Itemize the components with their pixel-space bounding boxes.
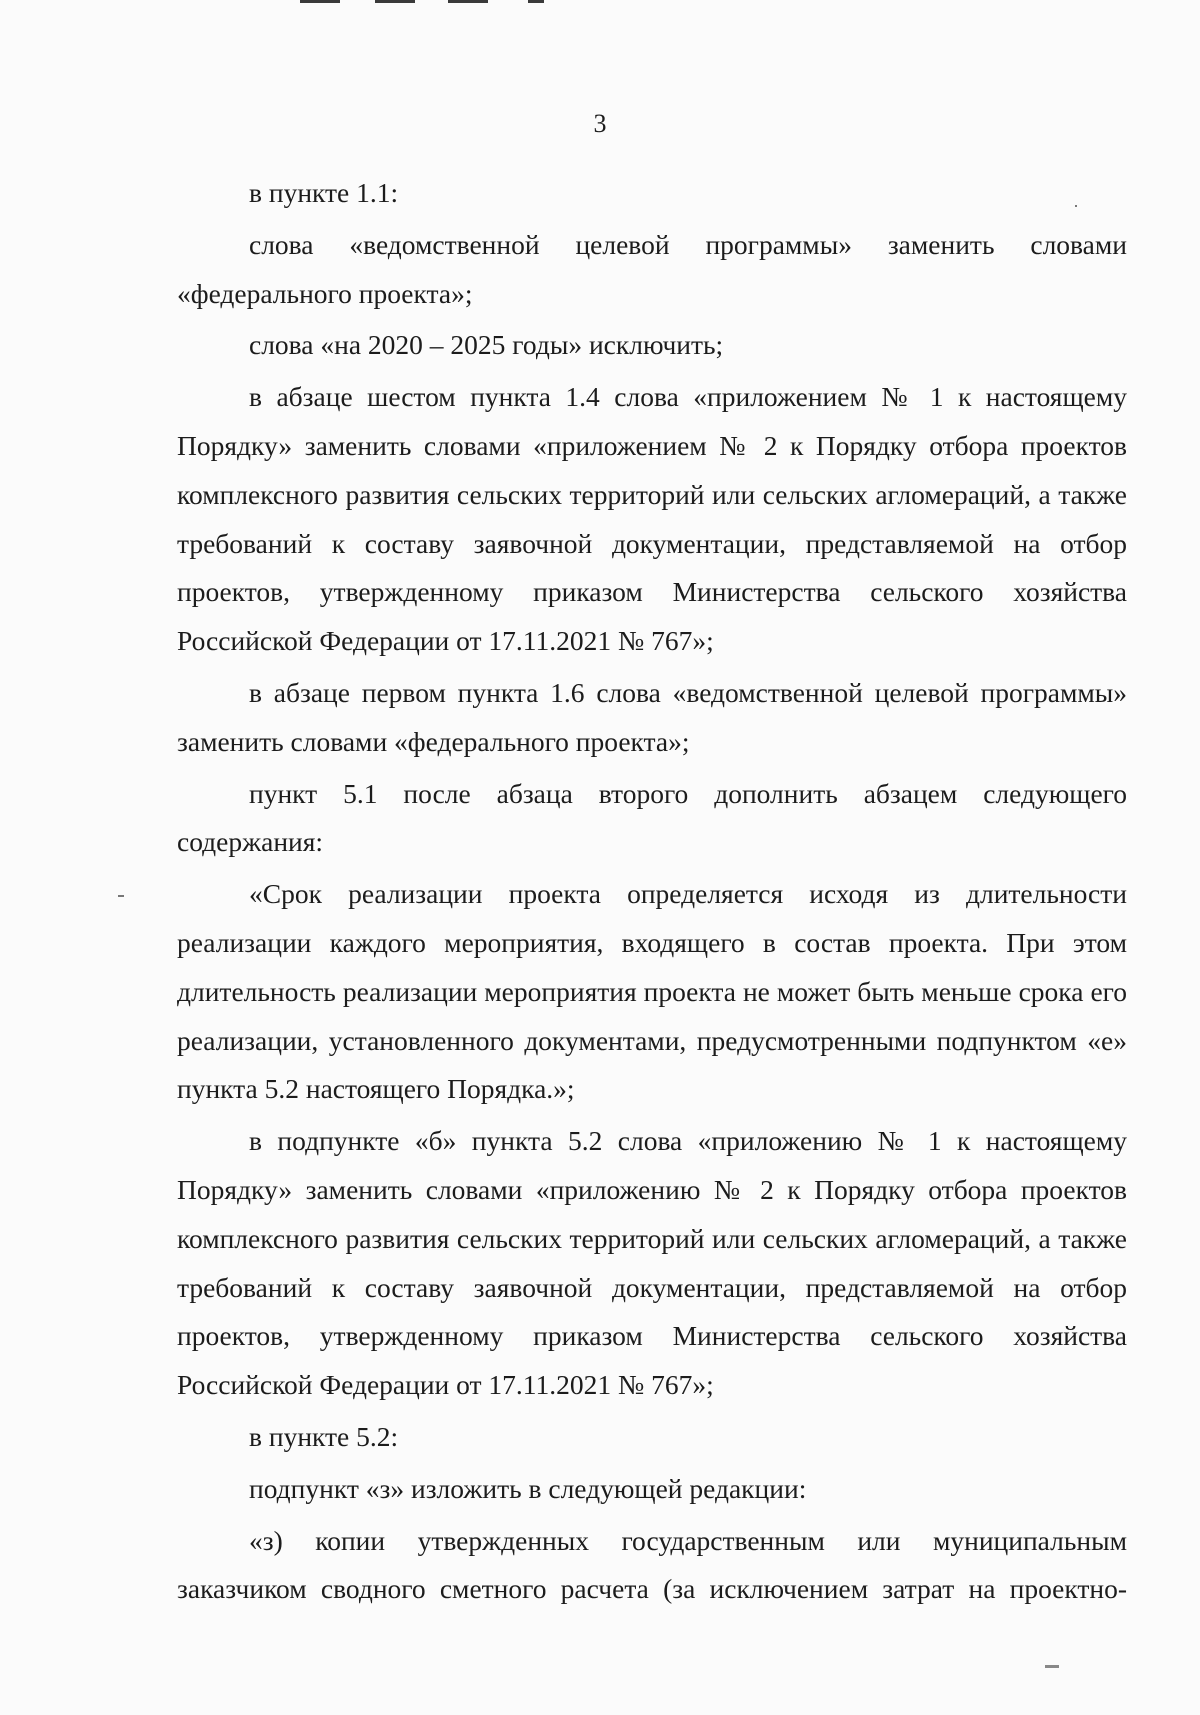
scan-artifact-top-2 (375, 0, 415, 3)
paragraph: «з) копии утвержденных государственным или муниципальным заказчиком сводного сметного расчета (за исключением затрат на проектно- (177, 1524, 1127, 1605)
page-number: 3 (593, 109, 607, 138)
paragraph: пункт 5.1 после абзаца второго дополнить абзацем следующего содержания: (177, 777, 1127, 858)
paragraph: в подпункте «б» пункта 5.2 слова «приложению № 1 к настоящему Порядку» заменить словами «приложению № 2 к Порядку отбора проектов комплексного развития сельских территорий или сельских агломераций, а также требований к составу заявочной документации, представляемой на отбор проектов, утвержденному приказом Министерства сельского хозяйства Российской Федерации от 17.11.2021 № 767»; (177, 1125, 1127, 1401)
scan-artifact-top-3 (448, 0, 488, 3)
scan-speck (1045, 1665, 1059, 1668)
paragraph: слова «на 2020 – 2025 годы» исключить; (249, 329, 724, 361)
paragraph: в абзаце первом пункта 1.6 слова «ведомственной целевой программы» заменить словами «федерального проекта»; (177, 676, 1127, 757)
paragraph: слова «ведомственной целевой программы» заменить словами «федерального проекта»; (177, 228, 1127, 309)
paragraph: «Срок реализации проекта определяется исходя из длительности реализации каждого мероприятия, входящего в состав проекта. При этом длительность реализации мероприятия проекта не может быть меньше срока его реализации, установленного документами, предусмотренными подпунктом «е» пункта 5.2 настоящего Порядка.»; (177, 878, 1127, 1105)
paragraph: подпункт «з» изложить в следующей редакции: (249, 1472, 807, 1504)
scan-speck (1075, 205, 1077, 207)
paragraph: в пункте 1.1: (249, 177, 399, 208)
paragraph: в пункте 5.2: (249, 1420, 399, 1452)
scan-artifact-top-1 (300, 0, 340, 3)
scan-artifact-top-4 (528, 0, 544, 3)
paragraph: в абзаце шестом пункта 1.4 слова «приложением № 1 к настоящему Порядку» заменить словами «приложением № 2 к Порядку отбора проектов комплексного развития сельских территорий или сельских агломераций, а также требований к составу заявочной документации, представляемой на отбор проектов, утвержденному приказом Министерства сельского хозяйства Российской Федерации от 17.11.2021 № 767»; (177, 381, 1127, 657)
document-body (177, 169, 1127, 1617)
scan-speck (118, 895, 124, 897)
